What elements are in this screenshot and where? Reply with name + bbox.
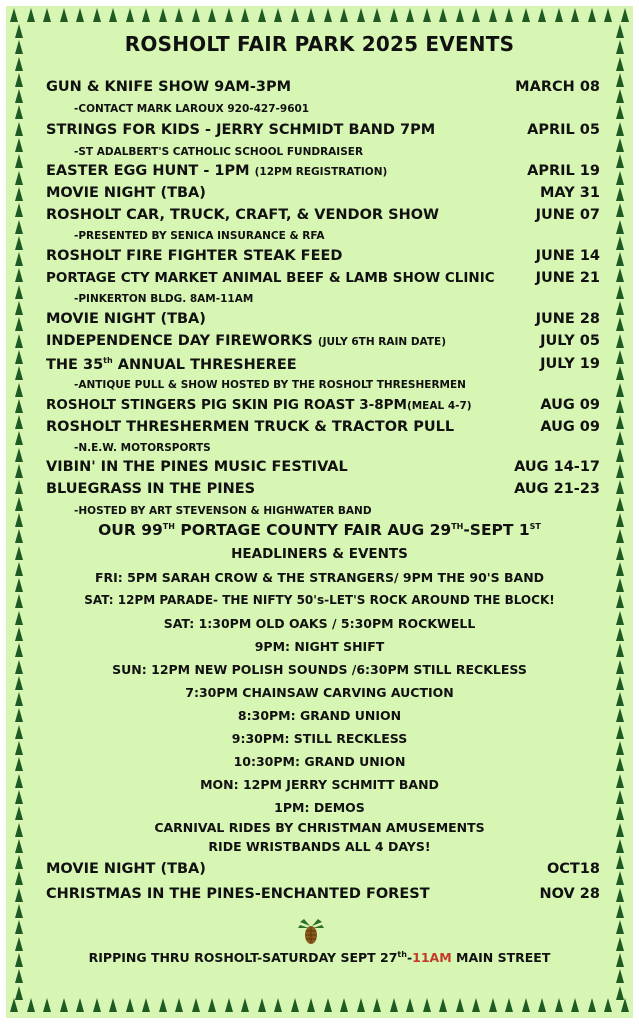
- tree-icon: [15, 268, 23, 282]
- tree-icon: [555, 8, 563, 22]
- event-date: MARCH 08: [515, 79, 600, 95]
- tree-icon: [538, 998, 546, 1012]
- tree-icon: [538, 8, 546, 22]
- fair-line: CARNIVAL RIDES BY CHRISTMAN AMUSEMENTS: [154, 820, 485, 835]
- tree-icon: [439, 998, 447, 1012]
- tree-icon: [60, 998, 68, 1012]
- tree-icon: [604, 8, 612, 22]
- tree-icon: [15, 366, 23, 380]
- tree-icon: [616, 317, 624, 331]
- tree-icon: [616, 57, 624, 71]
- tree-icon: [15, 350, 23, 364]
- tree-icon: [616, 171, 624, 185]
- event-row: [46, 886, 600, 902]
- tree-icon: [472, 998, 480, 1012]
- tree-icon: [15, 383, 23, 397]
- event-row: [46, 459, 600, 475]
- tree-icon: [621, 8, 629, 22]
- tree-border-top: [6, 8, 633, 30]
- tree-icon: [616, 871, 624, 885]
- tree-icon: [93, 998, 101, 1012]
- event-name: MOVIE NIGHT (TBA): [46, 861, 206, 877]
- tree-icon: [15, 57, 23, 71]
- event-date: AUG 09: [540, 397, 600, 413]
- tree-icon: [60, 8, 68, 22]
- tree-icon: [15, 138, 23, 152]
- event-date: JULY 05: [540, 333, 600, 349]
- tree-icon: [142, 8, 150, 22]
- tree-icon: [616, 904, 624, 918]
- tree-icon: [505, 8, 513, 22]
- tree-icon: [616, 888, 624, 902]
- event-date: NOV 28: [539, 886, 600, 902]
- event-note: (MEAL 4-7): [406, 400, 472, 412]
- tree-icon: [616, 187, 624, 201]
- tree-icon: [588, 998, 596, 1012]
- tree-icon: [15, 969, 23, 983]
- tree-icon: [208, 998, 216, 1012]
- tree-border-bottom: [6, 998, 633, 1020]
- tree-icon: [555, 998, 563, 1012]
- tree-icon: [142, 998, 150, 1012]
- event-date: JUNE 21: [535, 270, 600, 286]
- tree-icon: [616, 448, 624, 462]
- tree-icon: [43, 998, 51, 1012]
- tree-icon: [192, 998, 200, 1012]
- tree-icon: [76, 998, 84, 1012]
- fair-line: 7:30PM CHAINSAW CARVING AUCTION: [185, 685, 454, 700]
- tree-icon: [15, 497, 23, 511]
- tree-icon: [225, 8, 233, 22]
- tree-icon: [15, 187, 23, 201]
- event-date: JUNE 28: [535, 311, 600, 327]
- tree-icon: [604, 998, 612, 1012]
- event-note: (12PM REGISTRATION): [254, 166, 388, 178]
- event-row: [46, 248, 600, 264]
- fair-title: OUR 99TH PORTAGE COUNTY FAIR AUG 29TH-SEPT 1ST: [98, 521, 541, 539]
- tree-icon: [406, 998, 414, 1012]
- tree-icon: [159, 8, 167, 22]
- tree-icon: [571, 8, 579, 22]
- tree-icon: [340, 998, 348, 1012]
- tree-icon: [456, 8, 464, 22]
- tree-icon: [43, 8, 51, 22]
- tree-icon: [616, 301, 624, 315]
- tree-icon: [76, 8, 84, 22]
- fair-line: 10:30PM: GRAND UNION: [233, 754, 406, 769]
- event-row: [46, 79, 600, 95]
- tree-icon: [241, 998, 249, 1012]
- tree-icon: [616, 236, 624, 250]
- tree-icon: [616, 285, 624, 299]
- tree-icon: [27, 8, 35, 22]
- fair-line: 9PM: NIGHT SHIFT: [254, 639, 385, 654]
- fair-line: SUN: 12PM NEW POLISH SOUNDS /6:30PM STILL RECKLESS: [112, 662, 527, 677]
- fair-line: SAT: 12PM PARADE- THE NIFTY 50's-LET'S ROCK AROUND THE BLOCK!: [84, 593, 555, 607]
- event-name: EASTER EGG HUNT - 1PM: [46, 163, 250, 179]
- tree-icon: [522, 8, 530, 22]
- tree-icon: [15, 399, 23, 413]
- tree-icon: [15, 855, 23, 869]
- tree-icon: [616, 89, 624, 103]
- event-date: APRIL 19: [527, 163, 600, 179]
- fair-line: 8:30PM: GRAND UNION: [237, 708, 402, 723]
- event-date: JUNE 14: [535, 248, 600, 264]
- event-name: ROSHOLT FIRE FIGHTER STEAK FEED: [46, 248, 343, 264]
- event-detail: -HOSTED BY ART STEVENSON & HIGHWATER BAND: [74, 505, 372, 517]
- tree-icon: [307, 8, 315, 22]
- tree-icon: [616, 920, 624, 934]
- fair-line: RIDE WRISTBANDS ALL 4 DAYS!: [208, 839, 431, 854]
- tree-icon: [15, 301, 23, 315]
- tree-icon: [390, 8, 398, 22]
- tree-icon: [616, 73, 624, 87]
- tree-icon: [225, 998, 233, 1012]
- tree-icon: [571, 998, 579, 1012]
- tree-icon: [15, 252, 23, 266]
- tree-icon: [373, 998, 381, 1012]
- tree-icon: [15, 203, 23, 217]
- event-row: [46, 270, 600, 286]
- event-row: [46, 333, 600, 349]
- tree-icon: [616, 220, 624, 234]
- tree-icon: [616, 203, 624, 217]
- fair-line: MON: 12PM JERRY SCHMITT BAND: [200, 777, 439, 792]
- tree-icon: [522, 998, 530, 1012]
- tree-icon: [472, 8, 480, 22]
- tree-icon: [616, 252, 624, 266]
- tree-icon: [15, 105, 23, 119]
- tree-icon: [616, 383, 624, 397]
- tree-icon: [307, 998, 315, 1012]
- event-flyer: [6, 6, 633, 1018]
- tree-icon: [175, 8, 183, 22]
- event-row: [46, 397, 600, 413]
- tree-icon: [93, 8, 101, 22]
- tree-icon: [340, 8, 348, 22]
- tree-icon: [357, 8, 365, 22]
- tree-icon: [159, 998, 167, 1012]
- tree-icon: [274, 8, 282, 22]
- tree-icon: [10, 8, 18, 22]
- event-date: AUG 14-17: [514, 459, 600, 475]
- tree-icon: [15, 89, 23, 103]
- tree-icon: [357, 998, 365, 1012]
- event-detail: -ST ADALBERT'S CATHOLIC SCHOOL FUNDRAISER: [74, 146, 364, 158]
- tree-icon: [258, 998, 266, 1012]
- event-name: GUN & KNIFE SHOW 9AM-3PM: [46, 79, 292, 95]
- tree-icon: [109, 8, 117, 22]
- event-row: [46, 356, 600, 373]
- fair-line: FRI: 5PM SARAH CROW & THE STRANGERS/ 9PM THE 90'S BAND: [94, 570, 545, 585]
- event-row: [46, 163, 600, 179]
- tree-icon: [15, 154, 23, 168]
- event-note: (JULY 6TH RAIN DATE): [317, 336, 447, 348]
- event-name: VIBIN' IN THE PINES MUSIC FESTIVAL: [46, 459, 348, 475]
- tree-icon: [15, 480, 23, 494]
- tree-icon: [15, 285, 23, 299]
- tree-icon: [291, 8, 299, 22]
- tree-icon: [616, 497, 624, 511]
- tree-icon: [15, 415, 23, 429]
- tree-icon: [208, 8, 216, 22]
- event-date: AUG 09: [540, 419, 600, 435]
- tree-icon: [15, 73, 23, 87]
- tree-icon: [10, 998, 18, 1012]
- tree-icon: [616, 969, 624, 983]
- event-name: THE 35th ANNUAL THRESHEREE: [46, 356, 297, 373]
- tree-icon: [616, 937, 624, 951]
- tree-icon: [324, 8, 332, 22]
- tree-icon: [616, 986, 624, 1000]
- event-name: BLUEGRASS IN THE PINES: [46, 481, 256, 497]
- tree-icon: [616, 431, 624, 445]
- tree-icon: [616, 399, 624, 413]
- event-name: MOVIE NIGHT (TBA): [46, 311, 206, 327]
- tree-icon: [109, 998, 117, 1012]
- fair-headliners: HEADLINERS & EVENTS: [231, 546, 408, 562]
- event-name: MOVIE NIGHT (TBA): [46, 185, 206, 201]
- tree-icon: [423, 8, 431, 22]
- tree-icon: [291, 998, 299, 1012]
- event-detail: -PINKERTON BLDG. 8AM-11AM: [74, 293, 254, 305]
- event-date: AUG 21-23: [514, 481, 600, 497]
- tree-icon: [15, 448, 23, 462]
- event-detail: -CONTACT MARK LAROUX 920-427-9601: [74, 103, 310, 115]
- event-row: [46, 311, 600, 327]
- tree-icon: [439, 8, 447, 22]
- tree-icon: [324, 998, 332, 1012]
- event-name: STRINGS FOR KIDS - JERRY SCHMIDT BAND 7PM: [46, 122, 436, 138]
- event-name: ROSHOLT THRESHERMEN TRUCK & TRACTOR PULL: [46, 419, 455, 435]
- tree-icon: [15, 986, 23, 1000]
- tree-icon: [621, 998, 629, 1012]
- tree-icon: [616, 122, 624, 136]
- tree-icon: [489, 8, 497, 22]
- tree-icon: [15, 122, 23, 136]
- tree-icon: [274, 998, 282, 1012]
- tree-icon: [616, 415, 624, 429]
- tree-icon: [616, 480, 624, 494]
- event-name: INDEPENDENCE DAY FIREWORKS: [46, 333, 313, 349]
- tree-icon: [616, 350, 624, 364]
- tree-icon: [126, 998, 134, 1012]
- tree-icon: [406, 8, 414, 22]
- event-row: [46, 861, 600, 877]
- event-name: PORTAGE CTY MARKET ANIMAL BEEF & LAMB SHOW CLINIC: [46, 270, 495, 286]
- event-row: [46, 481, 600, 497]
- tree-icon: [373, 8, 381, 22]
- event-name: ROSHOLT STINGERS PIG SKIN PIG ROAST 3-8PM: [46, 397, 407, 413]
- flyer-title: ROSHOLT FAIR PARK 2025 EVENTS: [124, 32, 515, 56]
- tree-icon: [126, 8, 134, 22]
- event-date: JUNE 07: [535, 207, 600, 223]
- tree-icon: [27, 998, 35, 1012]
- tree-icon: [616, 105, 624, 119]
- tree-icon: [15, 871, 23, 885]
- event-date: OCT18: [546, 861, 600, 877]
- tree-icon: [423, 998, 431, 1012]
- event-date: JULY 19: [540, 356, 600, 372]
- tree-icon: [616, 855, 624, 869]
- tree-icon: [15, 317, 23, 331]
- footer-line: RIPPING THRU ROSHOLT-SATURDAY SEPT 27th-11AM MAIN STREET: [88, 950, 551, 966]
- tree-icon: [489, 998, 497, 1012]
- event-row: [46, 185, 600, 201]
- tree-icon: [616, 268, 624, 282]
- pinecone-icon: [296, 916, 326, 946]
- event-detail: -ANTIQUE PULL & SHOW HOSTED BY THE ROSHOLT THRESHERMEN: [74, 379, 466, 391]
- tree-icon: [15, 236, 23, 250]
- tree-icon: [15, 171, 23, 185]
- tree-icon: [616, 366, 624, 380]
- tree-icon: [616, 138, 624, 152]
- tree-icon: [241, 8, 249, 22]
- tree-icon: [616, 334, 624, 348]
- tree-icon: [588, 8, 596, 22]
- tree-icon: [15, 464, 23, 478]
- event-detail: -N.E.W. MOTORSPORTS: [74, 442, 211, 454]
- tree-icon: [258, 8, 266, 22]
- tree-icon: [175, 998, 183, 1012]
- event-name: CHRISTMAS IN THE PINES-ENCHANTED FOREST: [46, 886, 430, 902]
- fair-line: 1PM: DEMOS: [274, 800, 365, 815]
- tree-icon: [15, 334, 23, 348]
- event-row: [46, 122, 600, 138]
- tree-icon: [15, 937, 23, 951]
- tree-icon: [505, 998, 513, 1012]
- tree-icon: [456, 998, 464, 1012]
- tree-icon: [616, 154, 624, 168]
- event-name: ROSHOLT CAR, TRUCK, CRAFT, & VENDOR SHOW: [46, 207, 440, 223]
- tree-icon: [15, 431, 23, 445]
- tree-icon: [15, 220, 23, 234]
- fair-line: SAT: 1:30PM OLD OAKS / 5:30PM ROCKWELL: [163, 616, 476, 631]
- tree-icon: [390, 998, 398, 1012]
- event-date: APRIL 05: [527, 122, 600, 138]
- event-detail: -PRESENTED BY SENICA INSURANCE & RFA: [74, 230, 325, 242]
- tree-icon: [15, 888, 23, 902]
- tree-icon: [15, 920, 23, 934]
- tree-icon: [192, 8, 200, 22]
- fair-line: 9:30PM: STILL RECKLESS: [231, 731, 408, 746]
- tree-icon: [15, 904, 23, 918]
- event-row: [46, 207, 600, 223]
- event-row: [46, 419, 600, 435]
- tree-icon: [616, 464, 624, 478]
- event-date: MAY 31: [540, 185, 600, 201]
